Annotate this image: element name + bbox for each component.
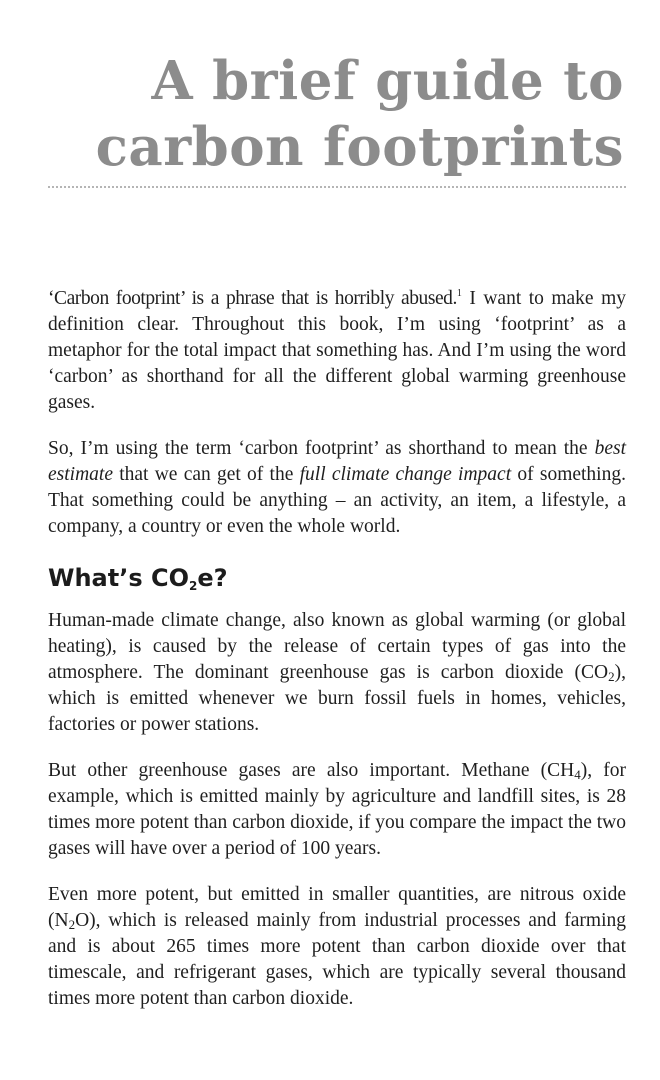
paragraph-1 [48,286,626,416]
heading-subscript: 2 [189,579,198,593]
paragraph-1-rest: I want to make my definition clear. Throughout this book, I’m using ‘footprint’ as a metaphor for the total impact that something has. And I’m using the word ‘carbon’ as shorthand for all the different global warming greenhouse gases. [48,288,626,413]
paragraph-5-part-2: O), which is released mainly from industrial processes and farming and is about 265 times more potent than carbon dioxide over that timescale, and refrigerant gases, which are typically several thousand times more potent than carbon dioxide. [48,910,626,1009]
paragraph-4-part-1: But other greenhouse gases are also important. Methane (CH [48,760,575,781]
body-text [48,286,626,1032]
heading-text-end: e? [197,564,228,592]
paragraph-3-part-1: Human-made climate change, also known as global warming (or global heating), is caused by the release of certain types of gas into the atmosphere. The dominant greenhouse gas is carbon dioxide (CO [48,610,626,683]
paragraph-2 [48,436,626,540]
paragraph-4-subscript: 4 [574,767,581,782]
title-line-2: carbon footprints [95,115,624,178]
title-line-1: A brief guide to [151,49,624,112]
paragraph-3-part-2: ), which is emitted whenever we burn fossil fuels in homes, vehicles, factories or power stations. [48,662,626,735]
section-heading [48,563,626,593]
paragraph-3 [48,608,626,738]
paragraph-5-part-1: Even more potent, but emitted in smaller quantities, are nitrous oxide (N [48,884,626,931]
paragraph-2-emphasis-2: full climate change impact [299,464,512,485]
heading-text-start: What’s CO [48,564,189,592]
paragraph-2-part-3: of something. That something could be anything – an activity, an item, a lifestyle, a company, a country or even the whole world. [48,464,626,537]
dotted-divider [48,186,626,188]
paragraph-2-emphasis-1: best estimate [48,438,626,485]
page-title [24,48,624,180]
paragraph-2-part-1: So, I’m using the term ‘carbon footprint’ as shorthand to mean the [48,438,595,459]
paragraph-4-part-2: ), for example, which is emitted mainly by agriculture and landfill sites, is 28 times more potent than carbon dioxide, if you compare the impact the two gases will have over a period of 100 years. [48,760,626,859]
paragraph-1-start: ‘Carbon footprint’ is a phrase that is horribly abused. [48,288,457,309]
paragraph-4 [48,758,626,862]
paragraph-3-subscript: 2 [608,669,615,684]
paragraph-5-subscript: 2 [68,917,76,932]
paragraph-2-part-2: that we can get of the [112,464,300,485]
footnote-marker: 1 [456,288,462,299]
paragraph-5 [48,882,626,1012]
